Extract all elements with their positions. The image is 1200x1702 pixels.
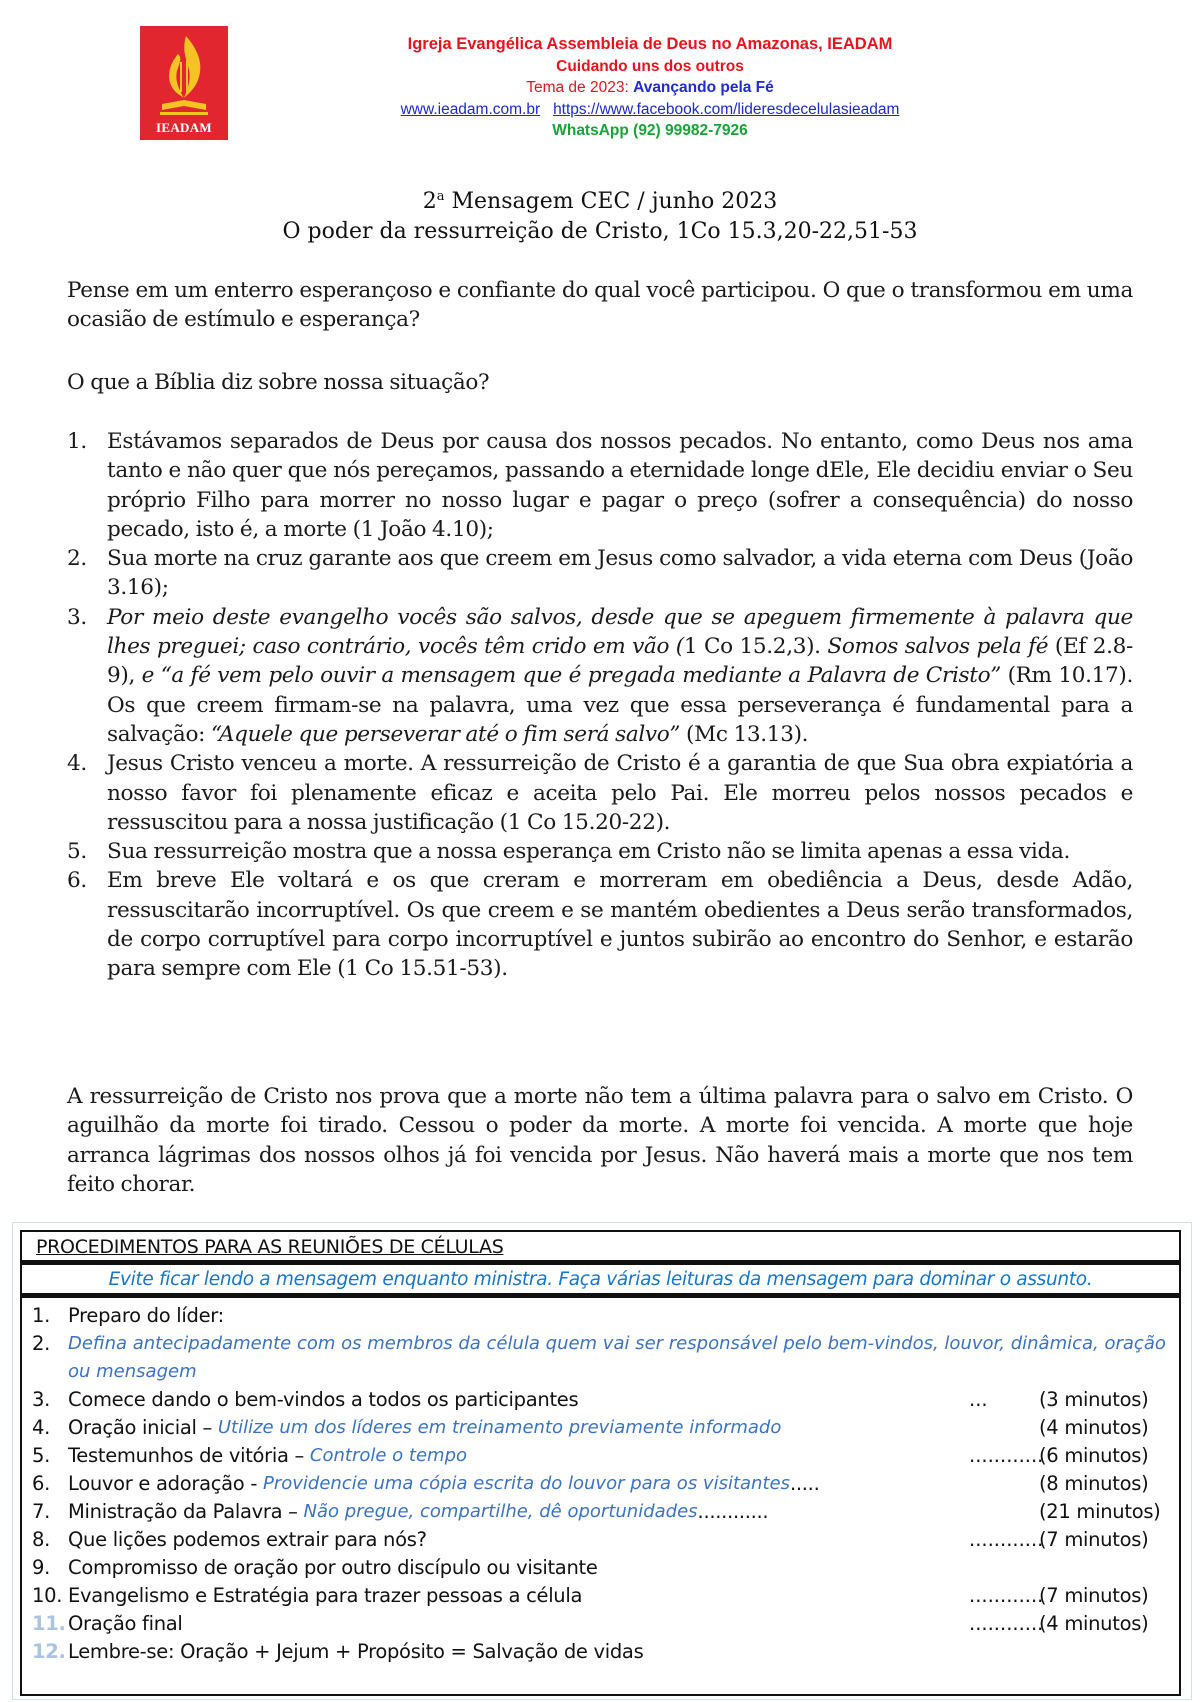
whatsapp-contact: WhatsApp (92) 99982-7926 bbox=[552, 122, 748, 139]
procedure-number: 9. bbox=[32, 1556, 51, 1579]
list-text: Jesus Cristo venceu a morte. A ressurreição de Cristo é a garantia de que Sua obra expiatória a nosso favor foi plenamente eficaz e aceita pelo Pai. Ele morreu pelos nossos pecados e ressuscitou para a nossa justificação (1 Co 15.20-22). bbox=[107, 751, 1133, 835]
procedure-number: 1. bbox=[32, 1304, 51, 1327]
list-text: Estávamos separados de Deus por causa dos nossos pecados. No entanto, como Deus nos ama tanto e não quer que nós pereçamos, passando a eternidade longe dEle, Ele decidiu enviar o Seu próprio Filho para morrer no nosso lugar e pagar o preço (sofrer a consequência) do nosso pecado, isto é, a morte (1 João 4.10); bbox=[107, 429, 1133, 542]
list-item bbox=[67, 749, 1133, 837]
church-header bbox=[230, 34, 1070, 142]
procedure-dots: ............ bbox=[969, 1528, 1044, 1551]
procedure-dots: ... bbox=[969, 1388, 988, 1411]
list-number: 4. bbox=[67, 751, 87, 777]
church-motto: Cuidando uns dos outros bbox=[556, 57, 744, 75]
list-text bbox=[107, 603, 1133, 749]
procedure-dots: ............ bbox=[697, 1500, 769, 1523]
procedures-list bbox=[22, 1298, 1179, 1666]
procedure-number: 3. bbox=[32, 1388, 51, 1411]
closing-paragraph: A ressurreição de Cristo nos prova que a morte não tem a última palavra para o salvo em Cristo. O aguilhão da morte foi tirado. Cessou o poder da morte. A morte foi vencida. A morte que hoje arranca lágrimas dos nossos olhos já foi vencida por Jesus. Não haverá mais a morte que nos tem feito chorar. bbox=[67, 1084, 1133, 1197]
ieadam-logo bbox=[140, 26, 228, 140]
procedure-duration: (4 minutos) bbox=[1039, 1416, 1149, 1439]
procedure-number: 10. bbox=[32, 1584, 63, 1607]
procedure-text: Evangelismo e Estratégia para trazer pessoas a célula bbox=[68, 1584, 583, 1607]
procedure-note: Não pregue, compartilhe, dê oportunidades bbox=[303, 1501, 698, 1522]
procedure-item bbox=[22, 1498, 1179, 1526]
flame-bible-icon bbox=[154, 32, 214, 120]
list-text: Sua ressurreição mostra que a nossa esperança em Cristo não se limita apenas a essa vida. bbox=[107, 839, 1071, 865]
procedure-text: Testemunhos de vitória – bbox=[68, 1444, 304, 1467]
links-line bbox=[230, 99, 1070, 121]
list-number: 5. bbox=[67, 839, 87, 865]
points-list bbox=[67, 427, 1133, 984]
list-number: 6. bbox=[67, 868, 87, 894]
procedure-text: Louvor e adoração - bbox=[68, 1472, 258, 1495]
italic-quote: “Aquele que perseverar até o fim será salvo” bbox=[210, 721, 681, 747]
procedure-number: 12. bbox=[32, 1640, 66, 1663]
list-item bbox=[67, 427, 1133, 544]
procedure-item bbox=[22, 1386, 1179, 1414]
procedure-number: 8. bbox=[32, 1528, 51, 1551]
procedure-text: Que lições podemos extrair para nós? bbox=[68, 1528, 427, 1551]
procedure-item bbox=[22, 1638, 1179, 1666]
procedure-note: Controle o tempo bbox=[309, 1445, 468, 1466]
question-paragraph: O que a Bíblia diz sobre nossa situação? bbox=[67, 370, 490, 395]
theme-label: Tema de 2023: bbox=[526, 79, 629, 96]
procedure-number: 11. bbox=[32, 1612, 66, 1635]
reference: (Mc 13.13). bbox=[680, 721, 809, 747]
procedure-number: 4. bbox=[32, 1416, 51, 1439]
procedures-tip: Evite ficar lendo a mensagem enquanto ministra. Faça várias leituras da mensagem para dominar o assunto. bbox=[22, 1265, 1179, 1298]
list-text: Em breve Ele voltará e os que creram e morreram em obediência a Deus, desde Adão, ressuscitarão incorruptível. Os que creem e se mantém obedientes a Deus serão transformados, de corpo corruptível para corpo incorruptível e juntos subirão ao encontro do Senhor, e estarão para sempre com Ele (1 Co 15.51-53). bbox=[107, 868, 1133, 982]
procedure-duration: (4 minutos) bbox=[1039, 1612, 1149, 1635]
italic-quote: Por meio deste evangelho vocês são salvos, desde que se apeguem firmemente à palavra que lhes preguei; caso contrário, vocês têm crido em vão ( bbox=[107, 604, 1133, 660]
procedure-item bbox=[22, 1330, 1179, 1386]
title-line-1-text: Mensagem CEC / junho 2023 bbox=[444, 189, 778, 214]
title-ordinal: 2 bbox=[422, 189, 437, 214]
procedure-item bbox=[22, 1526, 1179, 1554]
procedures-title: PROCEDIMENTOS PARA AS REUNIÕES DE CÉLULAS bbox=[22, 1232, 1179, 1265]
procedure-note: Providencie uma cópia escrita do louvor para os visitantes bbox=[262, 1473, 790, 1494]
reference: (Rm 10.17). Os que creem firmam-se na palavra, uma vez que essa perseverança é fundamental para a salvação: bbox=[107, 663, 1133, 747]
title-ordinal-suffix: a bbox=[436, 189, 445, 204]
list-number: 3. bbox=[67, 604, 87, 630]
procedure-text: Compromisso de oração por outro discípulo ou visitante bbox=[68, 1556, 598, 1579]
procedure-item bbox=[22, 1582, 1179, 1610]
reference: 1 Co 15.2,3). bbox=[683, 634, 828, 660]
procedure-duration: (3 minutos) bbox=[1039, 1388, 1149, 1411]
procedure-number: 5. bbox=[32, 1444, 51, 1467]
procedure-duration: (8 minutos) bbox=[1039, 1472, 1149, 1495]
procedure-duration: (7 minutos) bbox=[1039, 1584, 1149, 1607]
church-name: Igreja Evangélica Assembleia de Deus no Amazonas, IEADAM bbox=[407, 35, 893, 53]
list-text: Sua morte na cruz garante aos que creem em Jesus como salvador, a vida eterna com Deus (João 3.16); bbox=[107, 546, 1133, 601]
italic-quote: Somos salvos pela fé bbox=[827, 634, 1049, 660]
procedure-duration: (6 minutos) bbox=[1039, 1444, 1149, 1467]
procedure-text: Oração final bbox=[68, 1612, 183, 1635]
list-number: 2. bbox=[67, 546, 87, 572]
title-line-2: O poder da ressurreição de Cristo, 1Co 15.3,20-22,51-53 bbox=[282, 219, 918, 244]
procedure-item bbox=[22, 1442, 1179, 1470]
procedure-dots: ............ bbox=[969, 1584, 1044, 1607]
procedure-note: Defina antecipadamente com os membros da célula quem vai ser responsável pelo bem-vindos, louvor, dinâmica, oração ou mensagem bbox=[68, 1333, 1166, 1382]
procedure-duration: (7 minutos) bbox=[1039, 1528, 1149, 1551]
procedure-dots: ............ bbox=[969, 1612, 1044, 1635]
list-item bbox=[67, 866, 1133, 983]
procedure-text: Preparo do líder: bbox=[68, 1304, 224, 1327]
procedure-dots: ..... bbox=[789, 1472, 820, 1495]
procedure-item bbox=[22, 1302, 1179, 1330]
logo-text: IEADAM bbox=[156, 120, 212, 135]
theme-value: Avançando pela Fé bbox=[633, 79, 774, 96]
website-link[interactable]: www.ieadam.com.br bbox=[400, 100, 541, 118]
intro-paragraph: Pense em um enterro esperançoso e confiante do qual você participou. O que o transformou em uma ocasião de estímulo e esperança? bbox=[67, 278, 1133, 333]
list-item bbox=[67, 544, 1133, 603]
facebook-link[interactable]: https://www.facebook.com/lideresdecelulasieadam bbox=[553, 100, 900, 118]
title-line-1 bbox=[0, 182, 1200, 217]
procedure-dots: ............ bbox=[969, 1444, 1044, 1467]
list-item bbox=[67, 603, 1133, 749]
procedure-text: Comece dando o bem-vindos a todos os participantes bbox=[68, 1388, 579, 1411]
procedures-box bbox=[20, 1230, 1181, 1696]
reference: (Ef 2.8-9), bbox=[107, 634, 1133, 689]
italic-quote: e “a fé vem pelo ouvir a mensagem que é pregada mediante a Palavra de Cristo” bbox=[141, 663, 1001, 689]
procedure-item bbox=[22, 1470, 1179, 1498]
procedure-text: Oração inicial – bbox=[68, 1416, 212, 1439]
procedure-item bbox=[22, 1554, 1179, 1582]
message-title bbox=[0, 182, 1200, 247]
theme-line bbox=[230, 77, 1070, 99]
procedure-text: Ministração da Palavra – bbox=[68, 1500, 298, 1523]
procedure-text: Lembre-se: Oração + Jejum + Propósito = Salvação de vidas bbox=[68, 1640, 644, 1663]
procedure-number: 7. bbox=[32, 1500, 51, 1523]
procedure-duration: (21 minutos) bbox=[1039, 1500, 1161, 1523]
procedure-number: 6. bbox=[32, 1472, 51, 1495]
procedure-note: Utilize um dos líderes em treinamento previamente informado bbox=[217, 1417, 782, 1438]
procedure-item bbox=[22, 1414, 1179, 1442]
list-number: 1. bbox=[67, 429, 87, 454]
list-item bbox=[67, 837, 1133, 866]
procedure-item bbox=[22, 1610, 1179, 1638]
procedure-number: 2. bbox=[32, 1332, 51, 1355]
